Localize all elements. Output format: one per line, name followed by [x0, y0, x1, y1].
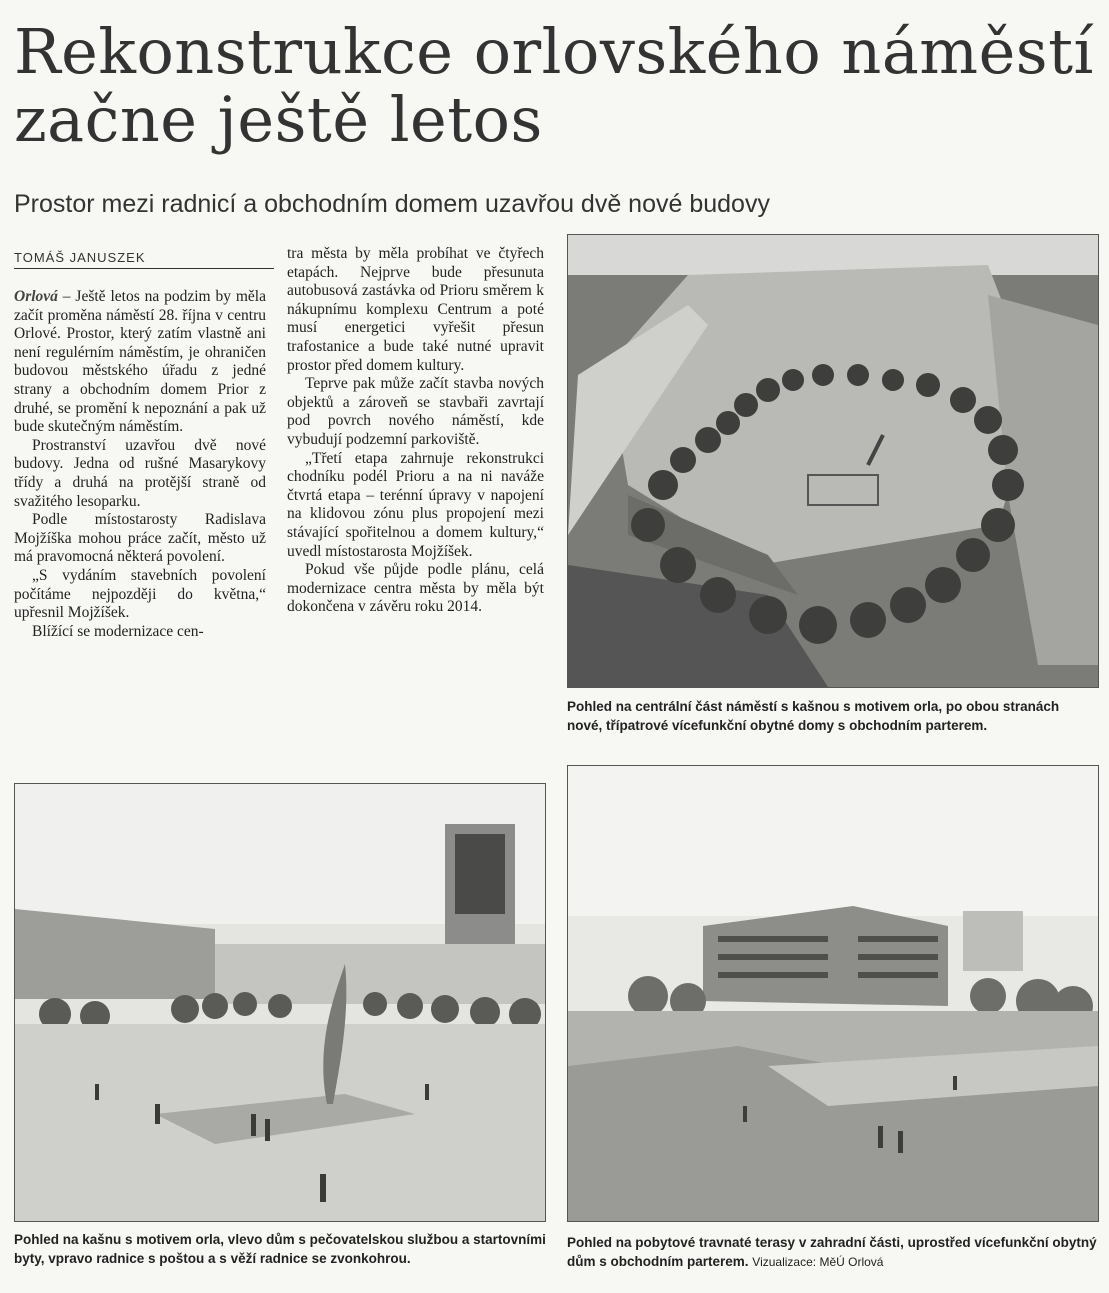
aerial-square-photo	[567, 234, 1099, 688]
headline: Rekonstrukce orlovského náměstí začne ještě letos	[14, 15, 1094, 156]
paragraph: tra města by měla probíhat ve čtyřech etapách. Nejprve bude přesunuta autobusová zastávka od Prioru směrem k nákupnímu komplexu Centrum a poté musí energetici vyřešit přesun trafostanice a bude také nutné upravit prostor před domem kultury.	[287, 245, 544, 374]
paragraph: Orlová – Ještě letos na podzim by měla začít proměna náměstí 28. října v centru Orlové. Prostor, který zatím vlastně ani není regulérním náměstím, je ohraničen budovou městského úřadu z jedné strany a obchodním domem Prior z druhé, se promění k nepoznání a pak už bude skutečným náměstím.	[14, 288, 266, 436]
paragraph: „S vydáním stavebních povolení počítáme nejpozději do května,“ upřesnil Mojžíšek.	[14, 566, 266, 622]
aerial-photo-caption: Pohled na centrální část náměstí s kašnou s motivem orla, po obou stranách nové, třípatrové vícefunkční obytné domy s obchodním parterem.	[567, 699, 1060, 733]
photo-credit: Vizualizace: MěÚ Orlová	[752, 1255, 884, 1269]
subheadline: Prostor mezi radnicí a obchodním domem uzavřou dvě nové budovy	[14, 190, 770, 218]
article-column-2	[287, 245, 544, 617]
fountain-photo-caption: Pohled na kašnu s motivem orla, vlevo dům s pečovatelskou službou a startovními byty, vpravo radnice s poštou a s věží radnice se zvonkohrou.	[14, 1232, 546, 1266]
paragraph: Podle místostarosty Radislava Mojžíška mohou práce začít, město už má pravomocná některá povolení.	[14, 511, 266, 566]
paragraph: Blížící se modernizace cen-	[32, 622, 204, 640]
terraces-photo-caption: Pohled na pobytové travnaté terasy v zahradní části, uprostřed vícefunkční obytný dům s obchodním parterem. Vizualizace: MěÚ Orlová	[567, 1235, 1097, 1269]
article-column-1	[14, 288, 266, 641]
paragraph: „Třetí etapa zahrnuje rekonstrukci chodníku podél Prioru a na ni naváže čtvrtá etapa – terénní úpravy v napojení na klidovou zónu plus propojení mezi stávající spořitelnou a domem kultury,“ uvedl místostarosta Mojžíšek.	[287, 449, 544, 560]
paragraph: Teprve pak může začít stavba nových objektů a zároveň se stavbaři zavrtají pod povrch nového náměstí, kde vybudují podzemní parkoviště.	[287, 375, 544, 448]
fountain-photo	[14, 783, 546, 1222]
dateline: Orlová	[14, 288, 58, 305]
terraces-photo	[567, 765, 1099, 1222]
author-byline: TOMÁŠ JANUSZEK	[14, 250, 274, 269]
paragraph: Pokud vše půjde podle plánu, celá modernizace centra města by měla být dokončena v závěru roku 2014.	[287, 561, 544, 616]
paragraph: Prostranství uzavřou dvě nové budovy. Jedna od rušné Masarykovy třídy a druhá na protější straně od svažitého lesoparku.	[14, 436, 266, 510]
